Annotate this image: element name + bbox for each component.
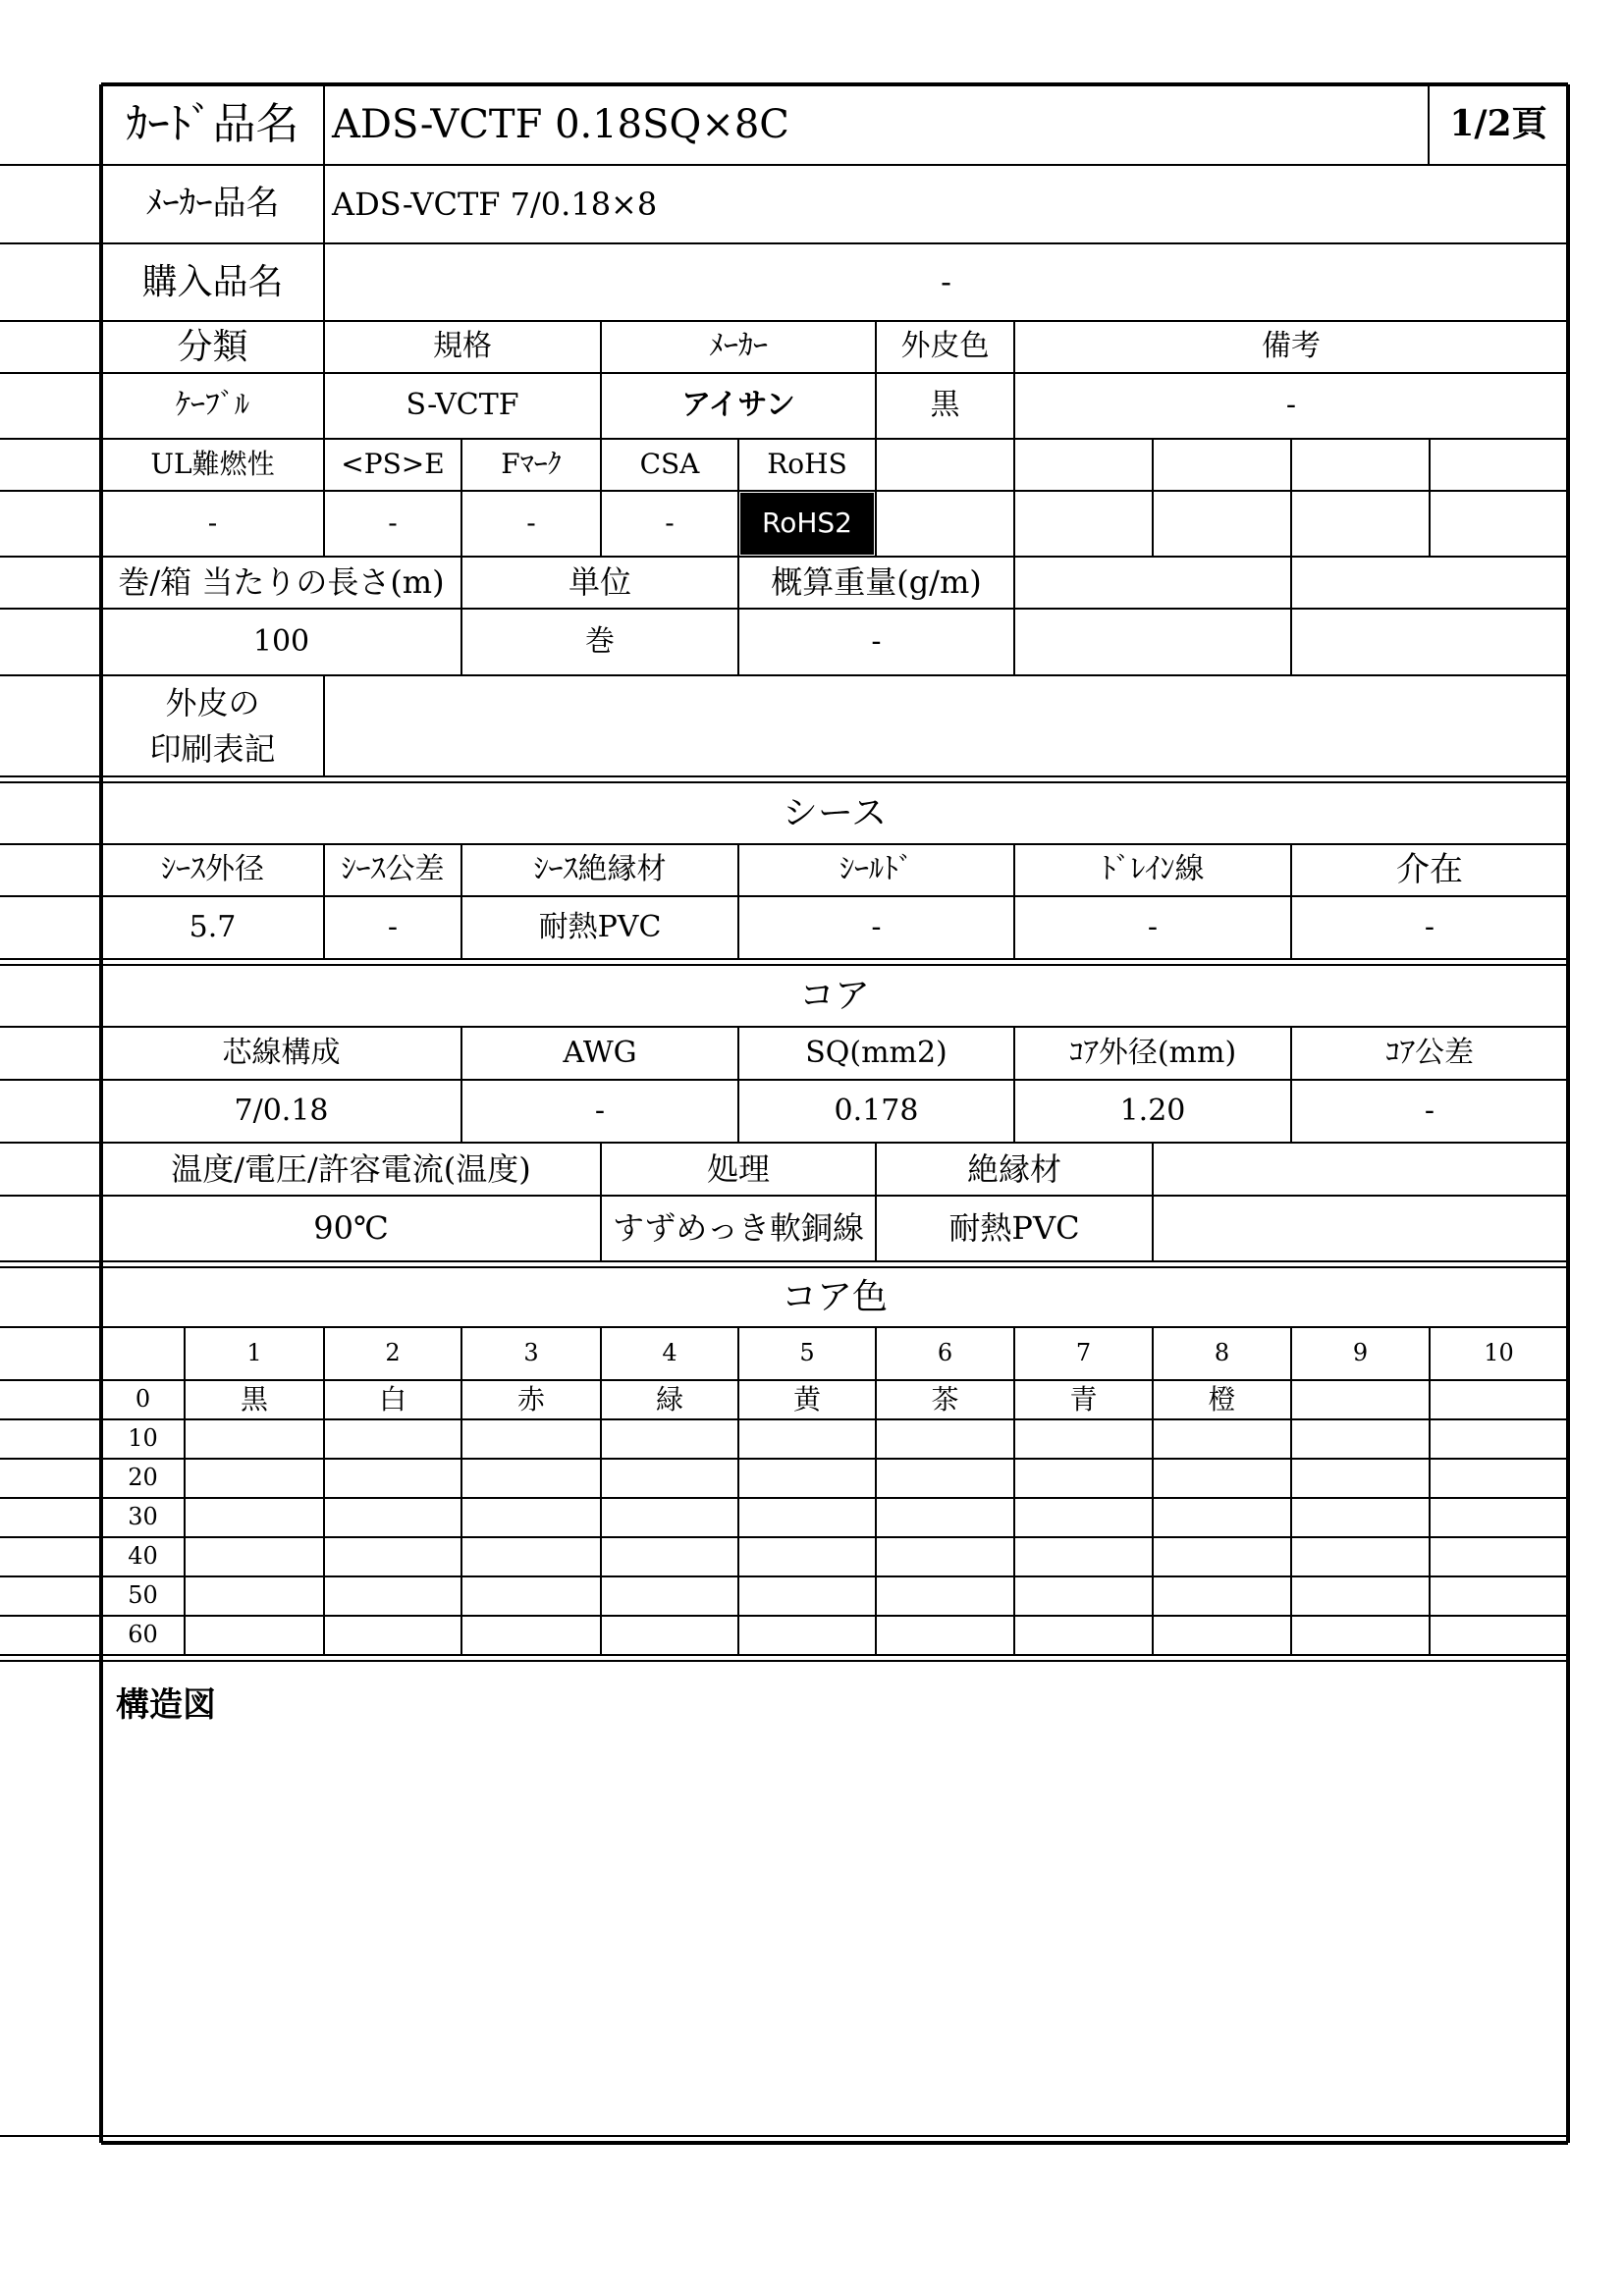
printing-label [101,675,324,776]
core-color-cell [461,1419,601,1459]
core-color-cell [601,1616,738,1655]
filler-value: - [1424,909,1435,944]
grid-line [101,82,1568,86]
drain-wire-value: - [1147,909,1159,944]
sheath-tolerance-header: ｼｰｽ公差 [341,852,445,887]
sheath-insulation-value: 耐熱PVC [538,909,662,944]
core-color-cell [1430,1498,1568,1537]
csa-header: CSA [639,448,700,481]
sheath-insulation-header: ｼｰｽ絶縁材 [533,852,667,887]
core-tolerance-header: ｺｱ公差 [1385,1035,1474,1070]
core-color-row-label: 60 [128,1621,158,1649]
core-color-cell [1014,1616,1153,1655]
conductor-header: 芯線構成 [222,1035,341,1070]
treatment-header: 処理 [706,1149,770,1188]
awg-value: - [594,1093,606,1128]
core-color-cell [1291,1459,1430,1498]
core-color-cell [1014,1419,1153,1459]
core-color-cell [601,1459,738,1498]
insulation-header: 絶縁材 [966,1149,1061,1188]
core-color-cell [1153,1576,1291,1616]
temp-voltage-current-header: 温度/電圧/許容電流(温度) [171,1149,531,1188]
core-color-cell [601,1419,738,1459]
core-color-cell [1430,1576,1568,1616]
unit-header: 単位 [568,563,631,602]
ul-flame-value: - [207,507,218,540]
sheath-od-value: 5.7 [189,909,237,944]
core-color-col-8: 8 [1214,1339,1230,1367]
core-color-row-label: 30 [128,1503,158,1531]
core-color-cell [1014,1576,1153,1616]
core-color-cell [876,1498,1014,1537]
filler-header: 介在 [1396,849,1463,889]
temp-voltage-current-value: 90℃ [313,1209,389,1248]
card-name-value: ADS-VCTF 0.18SQ×8C [332,102,789,147]
core-color-cell [324,1576,461,1616]
core-color-cell [876,1616,1014,1655]
core-color-cell [185,1576,324,1616]
core-color-cell: 白 [378,1382,406,1415]
approx-weight-header: 概算重量(g/m) [771,563,982,602]
core-color-cell [738,1419,876,1459]
core-color-row-label: 40 [128,1542,158,1571]
awg-header: AWG [563,1035,637,1070]
core-color-cell [185,1537,324,1576]
core-color-cell [876,1576,1014,1616]
core-color-cell [461,1616,601,1655]
core-color-cell [1153,1498,1291,1537]
grid-line [0,1660,1568,1662]
sheath-title: シース [782,792,888,833]
core-color-cell [185,1616,324,1655]
page-number: 1/2頁 [1449,103,1547,145]
classification-header: 分類 [177,326,248,367]
structure-label: 構造図 [116,1685,216,1726]
grid-line [1566,84,1570,2143]
core-color-cell [1153,1459,1291,1498]
core-color-cell [324,1419,461,1459]
core-color-cell [738,1537,876,1576]
pse-header: <PS>E [341,448,445,481]
core-color-cell [324,1616,461,1655]
core-color-cell [185,1419,324,1459]
grid-line [99,84,103,2143]
core-color-cell [1430,1419,1568,1459]
core-color-cell [876,1537,1014,1576]
core-color-cell [1153,1537,1291,1576]
core-color-col-1: 1 [246,1339,262,1367]
conductor-value: 7/0.18 [234,1093,329,1128]
grid-line [1290,439,1292,557]
sq-header: SQ(mm2) [805,1035,947,1070]
core-color-row-label: 20 [128,1464,158,1492]
maker-value: アイサン [681,388,795,423]
core-color-cell [1291,1498,1430,1537]
grid-line [1013,439,1015,557]
core-color-cell [1291,1380,1430,1419]
purchase-name-value: - [941,263,951,301]
core-color-cell: 橙 [1208,1382,1236,1415]
core-color-cell [601,1498,738,1537]
sheath-od-header: ｼｰｽ外径 [161,852,264,887]
length-per-roll-value: 100 [252,623,310,659]
printing-label-line2: 印刷表記 [149,729,276,768]
core-title: コア [798,975,870,1016]
core-color-row-label: 0 [135,1385,151,1414]
grid-line [1429,439,1431,557]
core-color-col-6: 6 [937,1339,953,1367]
drain-wire-header: ﾄﾞﾚｲﾝ線 [1101,852,1205,887]
core-color-col-2: 2 [385,1339,401,1367]
printing-label-line1: 外皮の [165,683,260,721]
length-per-roll-header: 巻/箱 当たりの長さ(m) [118,563,445,602]
core-color-title: コア色 [781,1276,888,1317]
maker-header: ﾒｰｶｰ [709,329,768,364]
core-color-cell [1014,1537,1153,1576]
core-color-cell: 黒 [240,1382,268,1415]
core-color-cell: 黄 [792,1382,821,1415]
core-color-cell [1430,1616,1568,1655]
core-color-cell [461,1576,601,1616]
rohs-header: RoHS [767,448,847,481]
maker-name-label: ﾒｰｶｰ品名 [145,184,280,224]
core-color-cell [324,1459,461,1498]
core-color-col-7: 7 [1075,1339,1092,1367]
sheath-tolerance-value: - [387,909,399,944]
core-color-cell [1014,1498,1153,1537]
core-color-row-label: 50 [128,1581,158,1610]
core-color-cell [461,1537,601,1576]
core-color-cell [1291,1576,1430,1616]
core-color-cell: 茶 [931,1382,959,1415]
core-color-cell [1014,1459,1153,1498]
core-color-cell [324,1498,461,1537]
sheath-color-header: 外皮色 [900,329,990,364]
core-color-col-4: 4 [662,1339,677,1367]
core-color-cell [876,1419,1014,1459]
core-color-cell [1153,1616,1291,1655]
core-color-cell [185,1459,324,1498]
standard-value: S-VCTF [406,388,519,423]
core-color-cell [738,1498,876,1537]
sheath-color-value: 黒 [930,388,960,423]
sq-value: 0.178 [834,1093,919,1128]
core-color-cell [461,1498,601,1537]
f-mark-header: Fﾏｰｸ [501,448,562,481]
core-color-col-9: 9 [1352,1339,1369,1367]
core-color-cell [1430,1459,1568,1498]
core-color-cell [1291,1537,1430,1576]
core-color-row-label: 10 [128,1424,158,1453]
csa-value: - [665,507,675,540]
remarks-value: - [1285,388,1297,423]
card-name-label: ｶｰﾄﾞ品名 [126,98,299,149]
purchase-name-label: 購入品名 [141,261,284,302]
rohs-value: RoHS2 [740,493,874,555]
core-od-header: ｺｱ外径(mm) [1068,1035,1237,1070]
core-color-cell [1430,1537,1568,1576]
grid-line [1152,439,1154,557]
core-color-col-5: 5 [799,1339,815,1367]
core-color-cell [601,1537,738,1576]
remarks-header: 備考 [1262,329,1321,364]
core-color-col-3: 3 [523,1339,539,1367]
core-color-cell [1291,1419,1430,1459]
core-color-cell [324,1537,461,1576]
core-tolerance-value: - [1424,1093,1435,1128]
core-color-cell [738,1459,876,1498]
core-color-cell: 緑 [655,1382,683,1415]
approx-weight-value: - [871,623,882,659]
core-color-cell [601,1576,738,1616]
ul-flame-header: UL難燃性 [150,448,275,481]
core-color-cell [1430,1380,1568,1419]
core-od-value: 1.20 [1119,1093,1186,1128]
core-color-cell [876,1459,1014,1498]
shield-value: - [871,909,882,944]
core-color-col-10: 10 [1484,1339,1514,1367]
core-color-cell: 青 [1069,1382,1098,1415]
unit-value: 巻 [585,623,615,659]
pse-value: - [388,507,398,540]
core-color-cell [738,1576,876,1616]
core-color-cell [1291,1616,1430,1655]
shield-header: ｼｰﾙﾄﾞ [839,852,913,887]
grid-line [101,2141,1568,2145]
core-color-cell [185,1498,324,1537]
core-color-cell [461,1459,601,1498]
grid-line [0,2135,1568,2137]
treatment-value: すずめっき軟銅線 [612,1209,864,1248]
grid-line [1290,557,1292,675]
core-color-cell: 赤 [516,1382,545,1415]
classification-value: ｹｰﾌﾞﾙ [176,388,249,423]
printing-value [324,675,1568,776]
core-color-cell [1153,1419,1291,1459]
insulation-value: 耐熱PVC [948,1209,1080,1248]
standard-header: 規格 [433,329,492,364]
core-color-cell [738,1616,876,1655]
maker-name-value: ADS-VCTF 7/0.18×8 [332,185,658,223]
f-mark-value: - [526,507,536,540]
